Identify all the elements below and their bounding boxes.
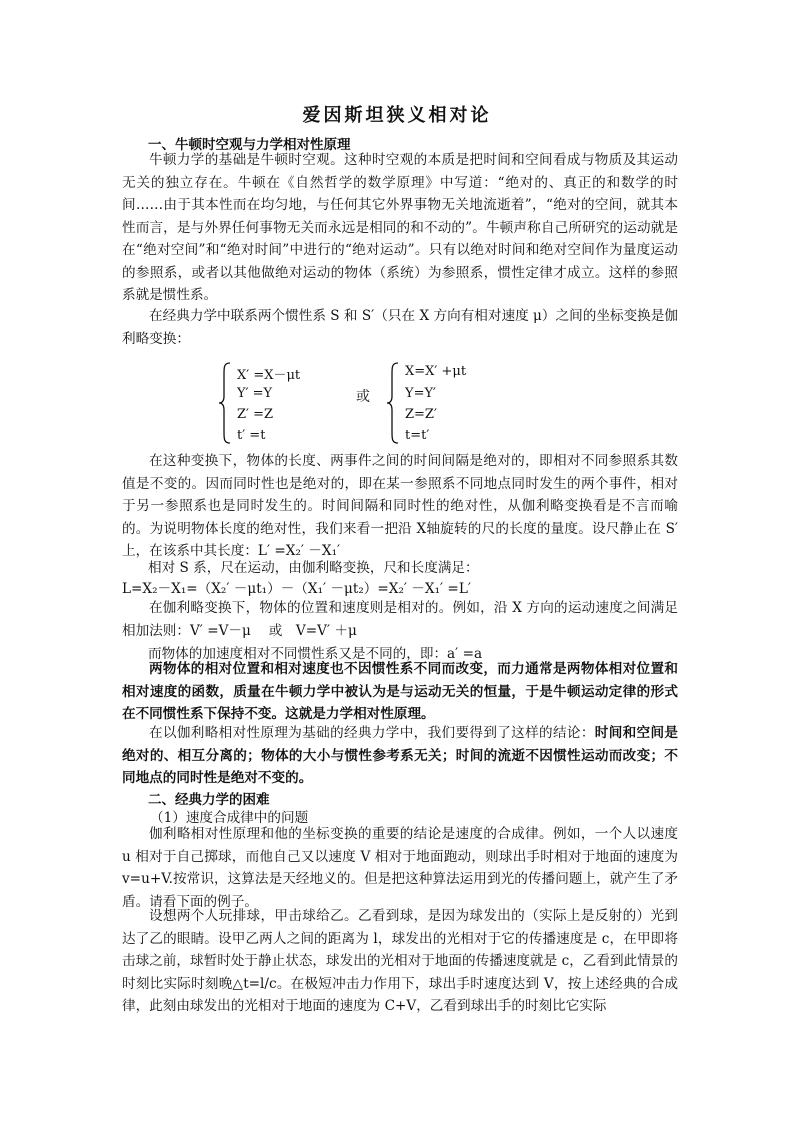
transform-left-eq: Y′ =Y [237,386,273,401]
left-brace-icon [218,362,232,444]
conclusion-lead: 在以伽利略相对性原理为基础的经典力学中，我们要得到了这样的结论： [149,725,595,741]
transform-right-eq: t=t′ [405,428,430,443]
document-title: 爱因斯坦狭义相对论 [302,105,492,126]
section-2-heading: 二、经典力学的困难 [148,792,270,808]
transform-or: 或 [356,389,370,405]
transform-left-eq: Z′ =Z [237,407,274,422]
subsection-heading: （1）速度合成律中的问题 [150,810,309,826]
paragraph-velocity-composition: 伽利略相对性原理和他的坐标变换的重要的结论是速度的合成律。例如，一个人以速度 u 相对于自己掷球，而他自己又以速度 V 相对于地面跑动，则球出手时相对于地面的速度为 v=u+V.按常识，这算法是天经地义的。但是把这种算法运用到光的传播问题上，就产生了矛盾。请看下面的例子。 [122,826,678,910]
section-1-heading: 一、牛顿时空观与力学相对性原理 [148,137,351,153]
paragraph-velocity-addition: 在伽利略变换下，物体的位置和速度则是相对的。例如，沿 X 方向的运动速度之间满足相加法则：V′ =V－μ 或 V=V′ ＋μ [122,600,678,639]
paragraph-relativity-principle: 两物体的相对位置和相对速度也不因惯性系不同而改变，而力通常是两物体相对位置和相对速度的函数，质量在牛顿力学中被认为是与运动无关的恒量，于是牛顿运动定律的形式在不同惯性系下保持不变。这就是力学相对性原理。 [122,661,678,722]
transform-right-eq: Y=Y′ [405,386,437,401]
paragraph-relative-s: 相对 S 系，尺在运动，由伽利略变换，尺和长度满足： [148,560,479,576]
paragraph-conclusion [122,722,678,790]
paragraph-volleyball-example: 设想两个人玩排球，甲击球给乙。乙看到球，是因为球发出的（实际上是反射的）光到达了乙的眼睛。设甲乙两人之间的距离为 l，球发出的光相对于它的传播速度是 c，在甲即将击球之前，球暂时处于静止状态，球发出的光相对于地面的传播速度就是 c，乙看到此情景的时刻比实际时刻晚△t=l/c。在极短冲击力作用下，球出手时速度达到 V，按上述经典的合成律，此刻由球发出的光相对于地面的速度为 C+V，乙看到球出手的时刻比它实际 [122,908,678,1014]
transform-left-eq: t′ =t [237,428,266,443]
right-system-brace-icon [386,362,400,444]
equation-length: L=X₂－X₁=（X₂′ －μt₁）－（X₁′ －μt₂）=X₂′ －X₁′ =L′ [122,581,471,597]
paragraph-newton-spacetime: 牛顿力学的基础是牛顿时空观。这种时空观的本质是把时间和空间看成与物质及其运动无关的独立存在。牛顿在《自然哲学的数学原理》中写道：“绝对的、真正的和数学的时间……由于其本性而在均匀地，与任何其它外界事物无关地流逝着”，“绝对的空间，就其本性而言，是与外界任何事物无关而永远是相同的和不动的”。牛顿声称自己所研究的运动就是在“绝对空间”和“绝对时间”中进行的“绝对运动”。只有以绝对时间和绝对空间作为量度运动的参照系，或者以其他做绝对运动的物体（系统）为参照系，惯性定律才成立。这样的参照系就是惯性系。 [122,152,678,303]
paragraph-absolute-length: 在这种变换下，物体的长度、两事件之间的时间间隔是绝对的，即相对不同参照系其数值是不变的。因而同时性也是绝对的，即在某一参照系不同地点同时发生的两个事件，相对于另一参照系也是同时发生的。时间间隔和同时性的绝对性，从伽利略变换看是不言而喻的。为说明物体长度的绝对性，我们来看一把沿 X轴旋转的尺的长度的量度。设尺静止在 S′上，在该系中其长度：L′ =X₂′ －X₁′ [122,453,678,559]
transform-right-eq: X=X′ +μt [405,364,467,379]
conclusion-bold: 时间和空间是绝对的、相互分离的；物体的大小与惯性参考系无关；时间的流逝不因惯性运动而改变；不同地点的同时性是绝对不变的。 [122,725,679,786]
transform-right-eq: Z=Z′ [405,407,437,422]
paragraph-acceleration: 而物体的加速度相对不同惯性系又是不同的，即：a′ =a [148,646,483,662]
paragraph-galilean-intro: 在经典力学中联系两个惯性系 S 和 S′（只在 X 方向有相对速度 μ）之间的坐标变换是伽利略变换： [122,308,678,347]
transform-left-eq: X′ =X－μt [237,368,301,383]
